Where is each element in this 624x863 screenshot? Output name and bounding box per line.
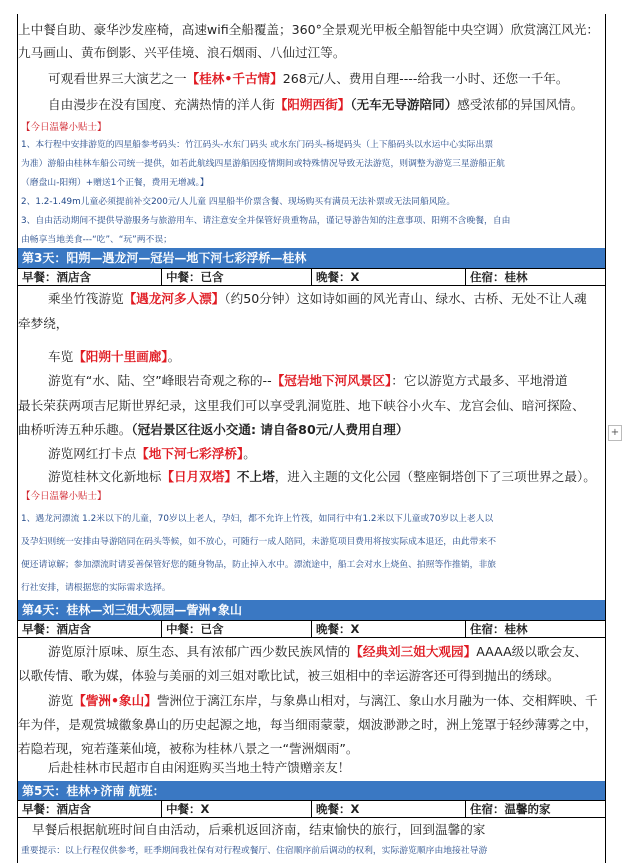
breakfast-cell: 早餐：酒店含: [18, 269, 162, 285]
day3-meals-row: [18, 268, 605, 286]
day3-car-line: 车览【阳朔十里画廊】。: [48, 349, 181, 364]
lunch-cell: 中餐：X: [162, 801, 312, 817]
day3-header: 第3天：阳朔—遇龙河—冠岩—地下河七彩浮桥—桂林: [18, 248, 605, 268]
day2-tips-title: 【今日温馨小贴士】: [21, 122, 107, 133]
day4-market-line: 后赴桂林市民超市自由闲逛购买当地土特产馈赠亲友！: [48, 760, 351, 775]
lunch-cell: 中餐：已含: [162, 621, 312, 637]
day2-tip-line: 1、本行程中安排游览的四星船参考码头：竹江码头-水东门码头 或水东门码头-杨堤码头（上下船码头以水运中心实际出票: [21, 140, 494, 150]
day2-tip-line: 由畅享当地美食---“吃”、“玩”两不误；: [21, 235, 172, 245]
day4-zizhou-line: 游览【訾洲•象山】訾洲位于漓江东岸，与象鼻山相对，与漓江、象山水月融为一体、交相辉映、千: [48, 693, 598, 708]
dinner-cell: 晚餐：X: [312, 269, 466, 285]
day2-tip-line: 为准）游船由桂林车船公司统一提供，如若此航线四星游船因疫情期间或特殊情况导致无法游览，则调整为游览三星游船正航: [21, 159, 505, 169]
day3-tip-line: 便还请谅解；参加漂流时请妥善保管好您的随身物品，防止掉入水中。漂流途中，船工会对水上烧鱼、拍照等作推销，非旅: [21, 560, 497, 570]
day5-text-line: 早餐后根据航班时间自由活动，后乘机返回济南，结束愉快的旅行，回到温馨的家: [32, 822, 486, 837]
stay-cell: 住宿：桂林: [470, 622, 528, 636]
day3-tower-line: 游览桂林文化新地标【日月双塔】不上塔，进入主题的文化公园（整座铜塔创下了三项世界之最）。: [48, 469, 596, 484]
day2-tip-line: 2、1.2-1.49m儿童必须提前补交200元/人儿童 四星船半价票含餐、现场购买有满员无法补票或无法同船风险。: [21, 197, 456, 207]
dinner-cell: 晚餐：X: [312, 801, 466, 817]
dinner-cell: 晚餐：X: [312, 621, 466, 637]
day4-header: 第4天：桂林—刘三姐大观园—訾洲•象山: [18, 600, 605, 620]
day4-meals-row: [18, 620, 605, 638]
breakfast-cell: 早餐：酒店含: [18, 801, 162, 817]
day2-text-line: 九马画山、黄布倒影、兴平佳境、浪石烟雨、八仙过江等。: [18, 45, 346, 60]
day2-west-street-line: 自由漫步在没有国度、充满热情的洋人街【阳朔西街】（无车无导游陪同）感受浓郁的异国风情。: [48, 97, 584, 112]
stay-cell: 住宿：温馨的家: [470, 802, 551, 816]
day2-tip-line: 3、自由活动期间不提供导游服务与旅游用车、请注意安全并保管好贵重物品，谨记导游告知的注意事项、阳朔不含晚餐，自由: [21, 216, 511, 226]
day2-tip-line: （磨盘山-阳朔）+赠送1个正餐，费用无增减。】: [21, 178, 209, 188]
day4-liu-line: 游览原汁原味、原生态、具有浓郁广西少数民族风情的【经典刘三姐大观园】AAAA级以歌会友、: [48, 644, 588, 659]
day5-meals-row: [18, 800, 605, 818]
breakfast-cell: 早餐：酒店含: [18, 621, 162, 637]
day4-zizhou-line: 年为伴，是观赏城徽象鼻山的历史起源之地，每当细雨蒙蒙，烟波渺渺之时，洲上笼罩于轻纱薄雾之中，: [18, 717, 598, 732]
day3-bridge-line: 游览网红打卡点【地下河七彩浮桥】。: [48, 446, 256, 461]
lunch-cell: 中餐：已含: [162, 269, 312, 285]
day3-raft-line: 乘坐竹筏游览【遇龙河多人漂】（约50分钟）这如诗如画的风光青山、绿水、古桥、无处不让人魂: [48, 291, 587, 306]
day2-text-line: 上中餐自助、豪华沙发座椅，高速wifi全船覆盖；360°全景观光甲板全船智能中央空调）欣赏漓江风光：: [18, 22, 600, 37]
stay-cell: 住宿：桂林: [470, 270, 528, 284]
footer-notice: 重要提示：以上行程仅供参考，旺季期间我社保有对行程或餐厅、住宿顺序前后调动的权利，实际游览顺序由地接社导游: [21, 846, 488, 856]
day3-cave-line: 游览有“水、陆、空”峰眼岩奇观之称的--【冠岩地下河风景区】：它以游览方式最多、平地滑道: [48, 373, 568, 388]
itinerary-page: [17, 14, 606, 863]
day3-cave-line: 最长荣获两项吉尼斯世界纪录，这里我们可以享受乳洞览胜、地下峡谷小火车、龙宫会仙、暗河探险、: [18, 398, 585, 413]
day4-zizhou-line: 若隐若现，宛若蓬莱仙境，被称为桂林八景之一“訾洲烟雨”。: [18, 741, 359, 756]
day3-tip-line: 1、遇龙河漂流 1.2米以下的儿童，70岁以上老人，孕妇，都不允许上竹筏，如同行中有1.2米以下儿童或70岁以上老人以: [21, 514, 494, 524]
day3-cave-line: 曲桥听涛五种乐趣。（冠岩景区往返小交通: 请自备80元/人费用自理）: [18, 422, 409, 437]
day4-liu-line: 以歌传情、歌为媒，体验与美丽的刘三姐对歌比试，被三姐相中的幸运游客还可得到抛出的绣球。: [18, 668, 560, 683]
day5-header: 第5天：桂林✈济南 航班：: [18, 781, 605, 801]
day3-tips-title: 【今日温馨小贴士】: [21, 491, 107, 502]
day3-tip-line: 及孕妇则统一安排由导游陪同在码头等候，如不放心，可随行一成人陪同，未游览项目费用将按实际成本退还，由此带来不: [21, 537, 497, 547]
day3-raft-line: 牵梦绕，: [18, 316, 69, 331]
add-row-button[interactable]: +: [608, 425, 622, 441]
day3-tip-line: 行社安排，请根据您的实际需求选择。: [21, 583, 171, 593]
day2-show-line: 可观看世界三大演艺之一【桂林•千古情】268元/人、费用自理----给我一小时、还您一千年。: [48, 71, 569, 86]
